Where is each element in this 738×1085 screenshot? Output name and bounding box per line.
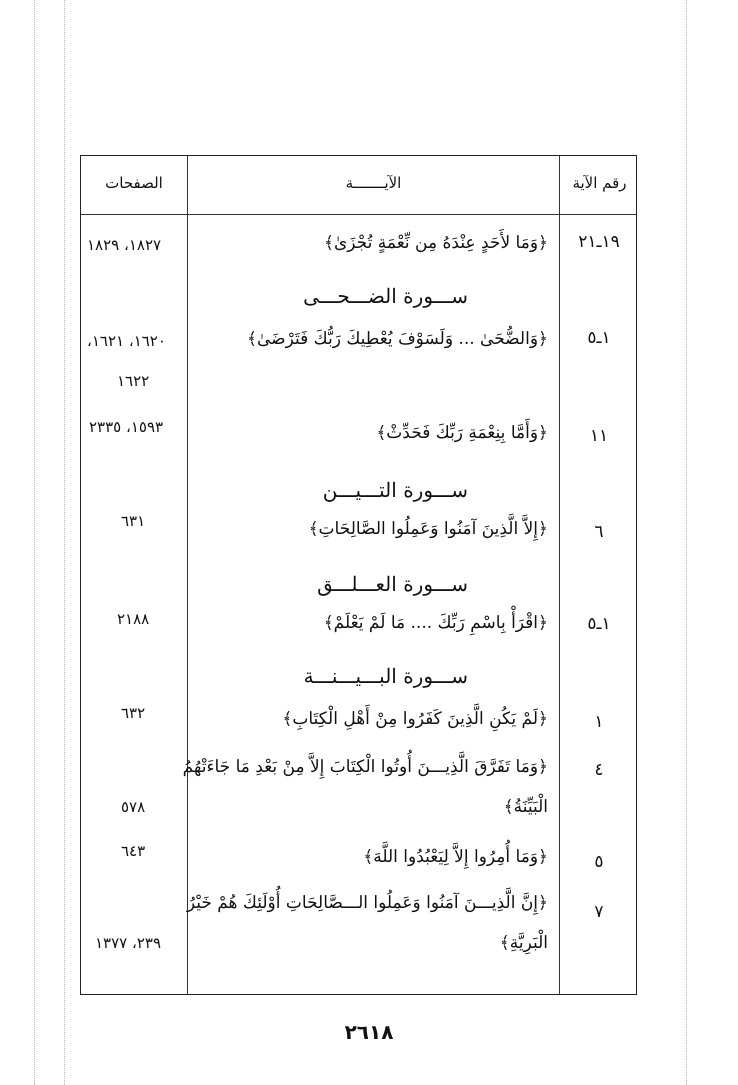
header-verse: الآيـــــــة	[345, 174, 402, 192]
surah-title: ســـورة الضـــحـــى	[303, 284, 468, 308]
surah-title: ســـورة العـــلـــق	[317, 572, 468, 596]
surah-title: ســـورة التـــيـــن	[322, 478, 468, 502]
verse-text: ﴿وَأَمَّا بِنِعْمَةِ رَبِّكَ فَحَدِّثْ﴾	[376, 423, 548, 443]
verse-text: ﴿وَمَا تَفَرَّقَ الَّذِيـــنَ أُوتُوا الْكِتَابَ إِلاَّ مِنْ بَعْدِ مَا جَاءَتْهُمُ	[182, 757, 548, 777]
verse-text-continued: الْبَرِيَّةِ﴾	[499, 933, 548, 953]
verse-text: ﴿اقْرَأْ بِاسْمِ رَبِّكَ .... مَا لَمْ يَعْلَمْ﴾	[323, 613, 548, 633]
verse-number: ١٩ـ٢١	[578, 232, 620, 252]
scan-margin-line	[64, 0, 65, 1085]
page-number: ٢٦١٨	[344, 1020, 394, 1044]
verse-number: ٥	[594, 852, 604, 872]
verse-number: ١ـ٥	[587, 614, 611, 634]
verse-text: ﴿إِلاَّ الَّذِينَ آمَنُوا وَعَمِلُوا الصَّالِحَاتِ﴾	[308, 519, 548, 539]
verse-text: ﴿وَمَا لأَحَدٍ عِنْدَهُ مِن نِّعْمَةٍ تُجْزَىٰ﴾	[324, 233, 548, 253]
page-refs: ٦٣٢	[121, 704, 146, 722]
column-divider	[187, 156, 188, 994]
page-refs: ٦٤٣	[121, 842, 146, 860]
verse-number: ٤	[594, 760, 604, 780]
verse-text: ﴿وَالضُّحَىٰ ... وَلَسَوْفَ يُعْطِيكَ رَبُّكَ فَتَرْضَىٰ﴾	[247, 329, 548, 349]
verse-text: ﴿لَمْ يَكُنِ الَّذِينَ كَفَرُوا مِنْ أَهْلِ الْكِتَابِ﴾	[282, 709, 548, 729]
verse-index-table	[80, 155, 637, 995]
page-refs: ١٨٢٧، ١٨٢٩	[87, 236, 162, 254]
verse-number: ١	[594, 712, 604, 732]
page-refs-continued: ١٦٢٢	[117, 372, 150, 390]
header-verse-number: رقم الآية	[572, 174, 627, 192]
page-refs: ١٦٢٠، ١٦٢١،	[87, 332, 166, 350]
header-pages: الصفحات	[105, 174, 163, 192]
page-refs: ٦٣١	[121, 512, 146, 530]
verse-number: ١ـ٥	[587, 328, 611, 348]
scan-margin-line	[686, 0, 687, 1085]
verse-text-continued: الْبَيِّنَةُ﴾	[503, 797, 548, 817]
page-refs: ٢٣٩، ١٣٧٧	[95, 934, 162, 952]
verse-text: ﴿إِنَّ الَّذِيـــنَ آمَنُوا وَعَمِلُوا الـــصَّالِحَاتِ أُوْلَئِكَ هُمْ خَيْرُ	[186, 893, 548, 913]
verse-number: ١١	[589, 426, 609, 446]
column-divider	[559, 156, 560, 994]
verse-number: ٧	[594, 902, 604, 922]
verse-number: ٦	[594, 522, 604, 542]
page-refs: ٢١٨٨	[117, 610, 150, 628]
verse-text: ﴿وَمَا أُمِرُوا إِلاَّ لِيَعْبُدُوا اللَّهَ﴾	[363, 847, 548, 867]
surah-title: ســـورة البـــيـــنـــة	[303, 664, 468, 688]
page-refs: ١٥٩٣، ٢٣٣٥	[89, 418, 164, 436]
scan-margin-line	[34, 0, 35, 1085]
page-refs: ٥٧٨	[121, 798, 146, 816]
header-divider	[81, 214, 636, 215]
